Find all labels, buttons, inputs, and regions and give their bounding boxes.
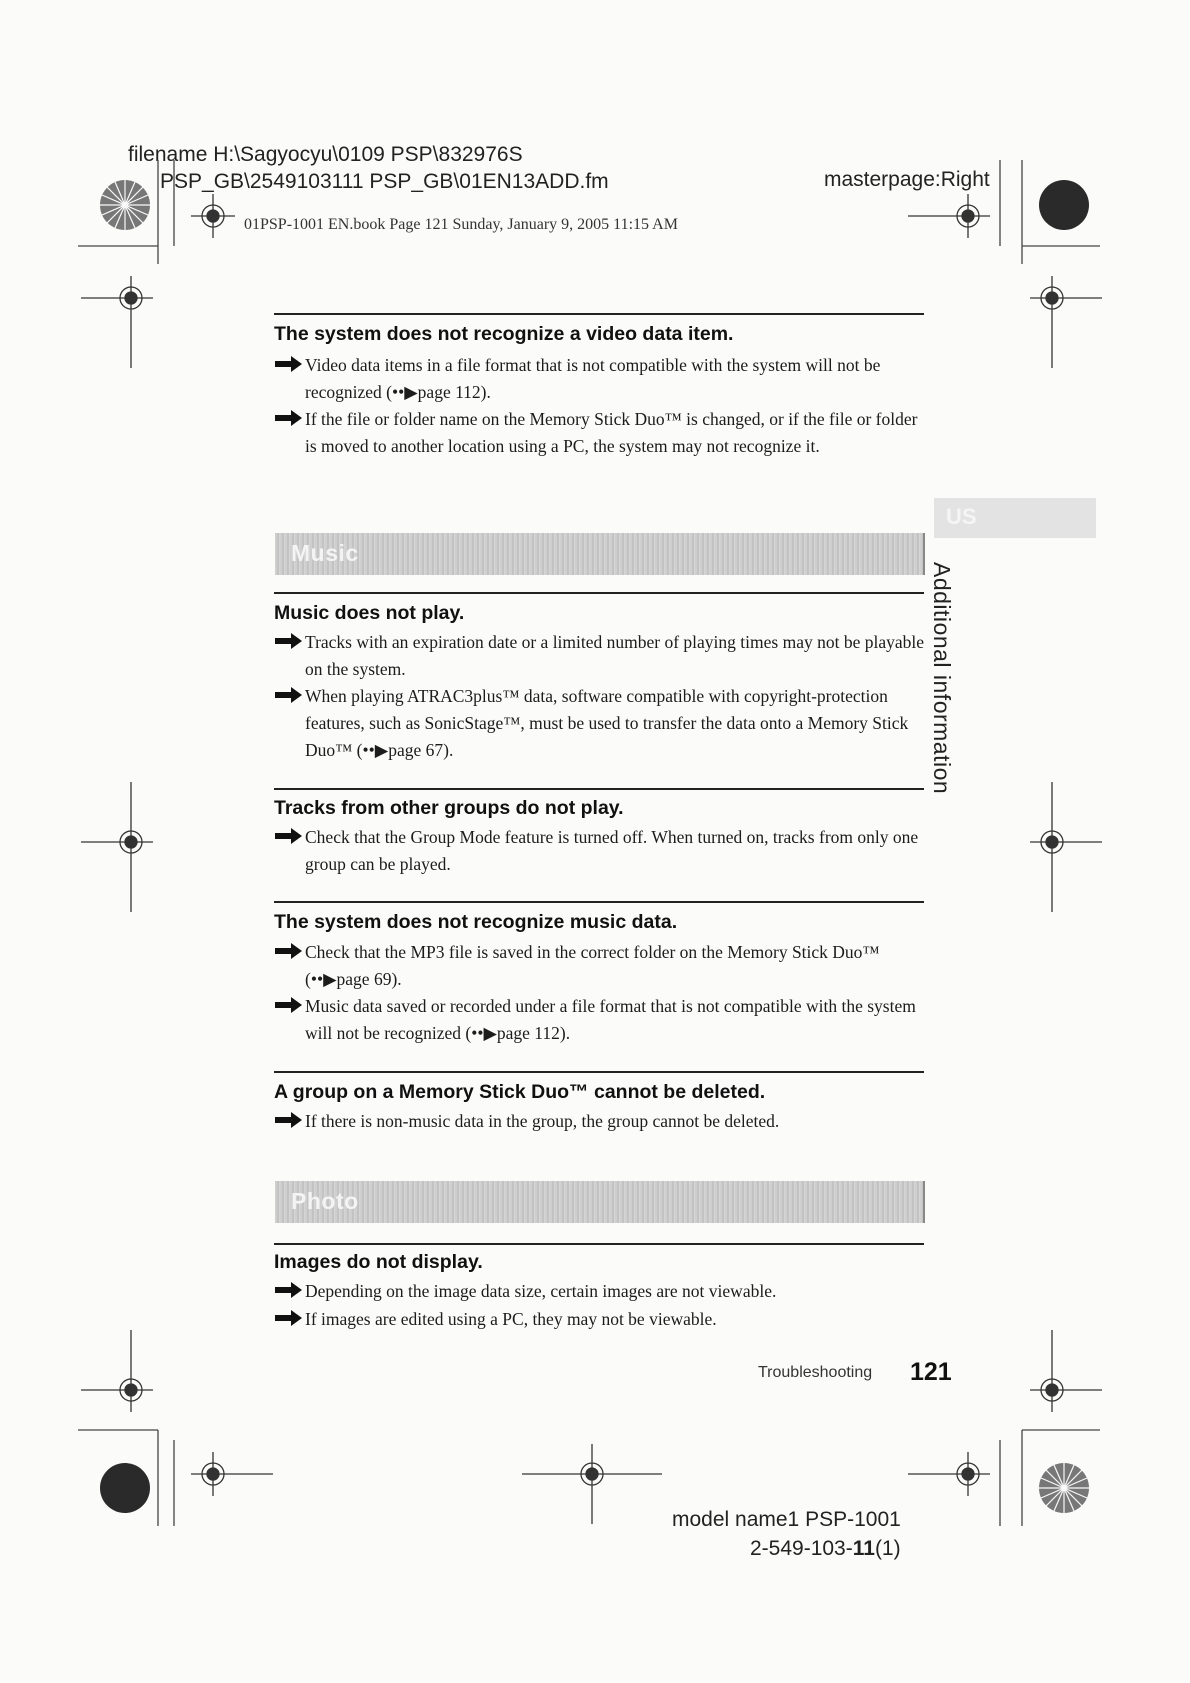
list-item-text: Check that the Group Mode feature is turned off. When turned on, tracks from only one group can be played. — [305, 827, 919, 874]
question-heading: Music does not play. — [274, 602, 465, 624]
model-code-suffix: (1) — [874, 1537, 901, 1560]
list-item-text: When playing ATRAC3plus™ data, software compatible with copyright-protection features, such as SonicStage™, must be used to transfer the data onto a Memory Stick Duo™ (••▶page 67). — [305, 686, 909, 760]
list-item-text: If images are edited using a PC, they may not be viewable. — [305, 1309, 717, 1329]
band-label: Photo — [291, 1188, 359, 1214]
list-item-text: Tracks with an expiration date or a limited number of playing times may not be playable on the system. — [305, 632, 924, 679]
model-code-prefix: 2-549-103- — [750, 1537, 853, 1560]
registration-mark-icon — [81, 194, 1102, 1524]
model-code-bold: 11 — [852, 1537, 875, 1560]
page-number: 121 — [910, 1358, 952, 1386]
list-item-text: Check that the MP3 file is saved in the correct folder on the Memory Stick Duo™ (••▶page 69). — [305, 942, 880, 989]
book-info-line: 01PSP-1001 EN.book Page 121 Sunday, January 9, 2005 11:15 AM — [244, 216, 678, 233]
list-item-text: If there is non-music data in the group, the group cannot be deleted. — [305, 1111, 780, 1131]
vertical-section-label: Additional information — [929, 562, 955, 795]
side-tab-label: US — [946, 504, 977, 529]
filename-line-1: filename H:\Sagyocyu\0109 PSP\832976S — [128, 143, 523, 166]
list-item-text: Music data saved or recorded under a file format that is not compatible with the system will not be recognized (••▶page 112). — [305, 996, 916, 1043]
color-target-icon — [100, 180, 1089, 1513]
question-heading: The system does not recognize music data. — [274, 911, 678, 933]
list-item-text: If the file or folder name on the Memory Stick Duo™ is changed, or if the file or folder is moved to another location using a PC, the system may not recognize it. — [305, 409, 918, 456]
question-heading: Tracks from other groups do not play. — [274, 797, 624, 819]
masterpage-label: masterpage:Right — [824, 168, 990, 191]
question-heading: A group on a Memory Stick Duo™ cannot be deleted. — [274, 1081, 766, 1103]
model-name-line: model name1 PSP-1001 — [672, 1508, 901, 1531]
band-label: Music — [291, 540, 359, 566]
question-heading: Images do not display. — [274, 1251, 483, 1273]
list-item-text: Depending on the image data size, certain images are not viewable. — [305, 1281, 777, 1301]
question-heading: The system does not recognize a video data item. — [274, 323, 734, 345]
footer-section-name: Troubleshooting — [758, 1364, 873, 1381]
filename-line-2: PSP_GB\2549103111 PSP_GB\01EN13ADD.fm — [160, 170, 609, 193]
list-item-text: Video data items in a file format that is not compatible with the system will not be recognized (••▶page 112). — [305, 355, 881, 402]
